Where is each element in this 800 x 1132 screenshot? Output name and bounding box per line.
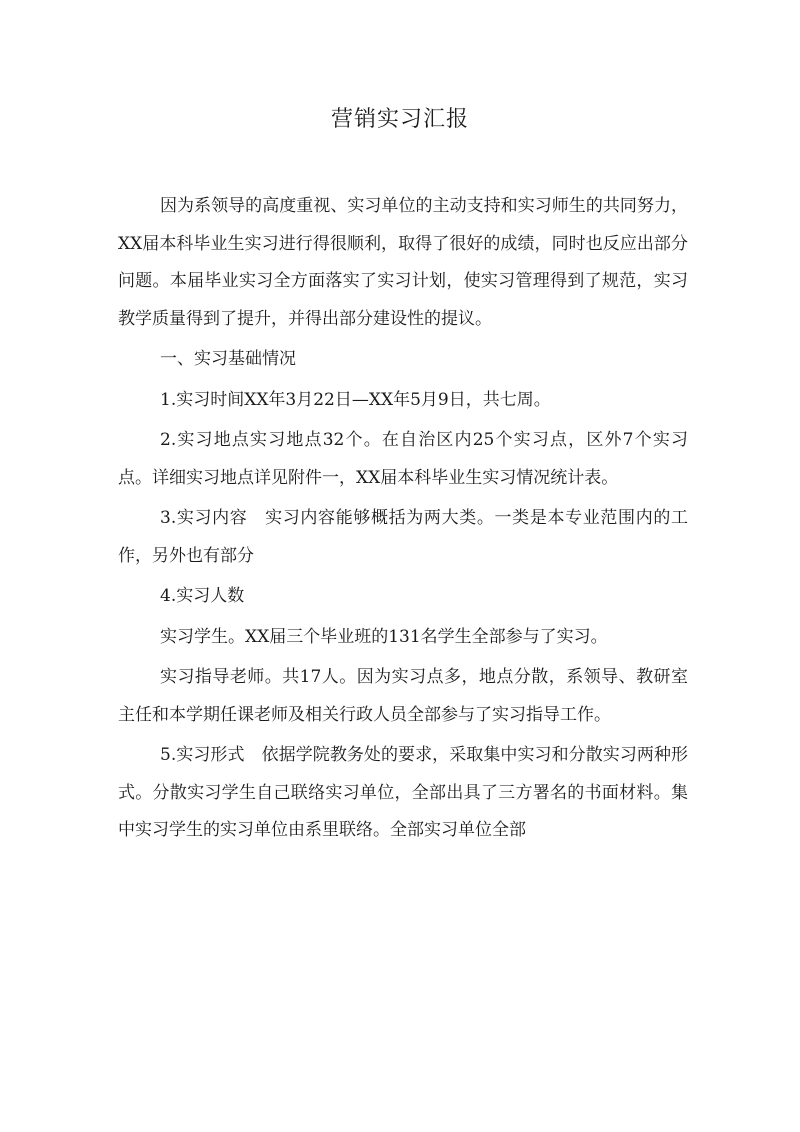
paragraph-intro: 因为系领导的高度重视、实习单位的主动支持和实习师生的共同努力，XX届本科毕业生实习进行得很顺利，取得了很好的成绩，同时也反应出部分问题。本届毕业实习全方面落实了实习计划，使实习管理得到了规范，实习教学质量得到了提升，并得出部分建设性的提议。 [118,196,688,329]
paragraph-internship-time: 1.实习时间XX年3月22日—XX年5月9日，共七周。 [160,389,551,410]
paragraph-internship-location: 2.实习地点实习地点32个。在自治区内25个实习点，区外7个实习点。详细实习地点详见附件一，XX届本科毕业生实习情况统计表。 [118,430,688,488]
document-body [118,188,688,853]
section-heading-basic-info: 一、实习基础情况 [160,349,296,369]
paragraph-internship-headcount: 4.实习人数 [160,586,245,606]
paragraph-students: 实习学生。XX届三个毕业班的131名学生全部参与了实习。 [160,626,608,647]
paragraph-internship-content: 3.实习内容 实习内容能够概括为两大类。一类是本专业范围内的工作，另外也有部分 [118,508,688,566]
paragraph-advisors: 实习指导老师。共17人。因为实习点多，地点分散，系领导、教研室主任和本学期任课老师及相关行政人员全部参与了实习指导工作。 [118,667,688,725]
paragraph-internship-form: 5.实习形式 依据学院教务处的要求，采取集中实习和分散实习两种形式。分散实习学生自己联络实习单位，全部出具了三方署名的书面材料。集中实习学生的实习单位由系里联络。全部实习单位全部 [118,745,688,840]
document-title: 营销实习汇报 [330,107,469,132]
